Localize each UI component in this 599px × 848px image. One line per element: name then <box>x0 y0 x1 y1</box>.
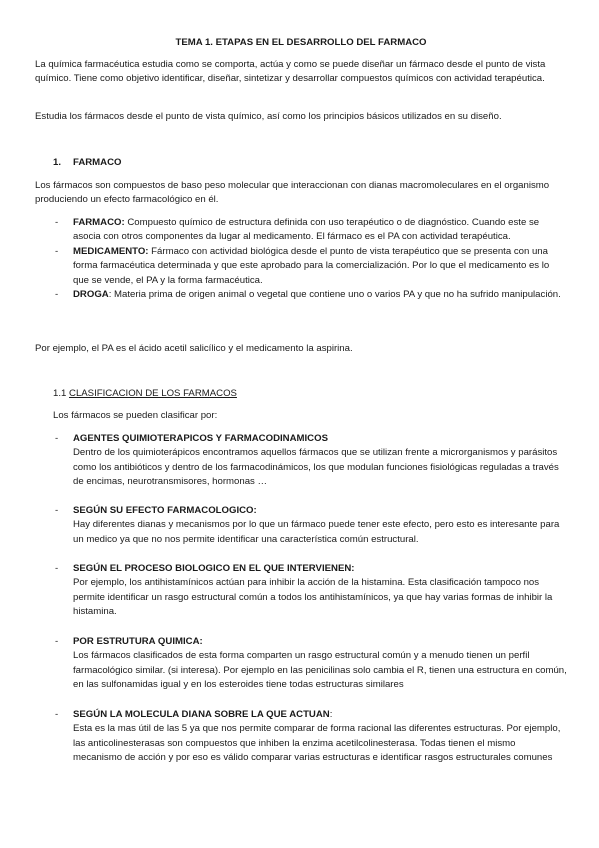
classification-title: SEGÚN SU EFECTO FARMACOLOGICO: <box>73 505 257 516</box>
section-1-1-lead: Los fármacos se pueden clasificar por: <box>53 410 218 421</box>
section-1-paragraph: Los fármacos son compuestos de baso peso molecular que interaccionan con dianas macromoleculares en el organismo produciendo un efecto farmacológico en él. <box>35 180 550 206</box>
definition-text: : Materia prima de origen animal o vegetal que contiene uno o varios PA y que no ha sufrido manipulación. <box>108 289 561 301</box>
classification-title: SEGÚN EL PROCESO BIOLOGICO EN EL QUE INTERVIENEN: <box>73 563 355 574</box>
section-1-1-title: CLASIFICACION DE LOS FARMACOS <box>69 388 237 399</box>
section-1-heading <box>53 156 122 170</box>
definition-item-medicamento: - MEDICAMENTO: Fármaco con actividad biológica desde el punto de vista terapéutico que se presenta con una forma farmacéutica determinada y que este aprobado para la comercialización. Por lo que el medicamento es lo que se vende, el PA y la forma farmacéutica. <box>55 245 550 286</box>
definition-item-droga: - DROGA: Materia prima de origen animal o vegetal que contiene uno o varios PA y que no ha sufrido manipulación. <box>55 289 561 301</box>
section-1-1-heading <box>53 387 237 401</box>
section-1-number: 1. <box>53 157 62 168</box>
definition-term: DROGA <box>73 289 109 301</box>
definition-term: FARMACO: <box>73 217 125 228</box>
definition-text: Compuesto químico de estructura definida con uso terapéutico o de diagnóstico. Cuando este se asocia con otros componentes da lugar al medicamento. El fármaco es el PA con actividad terapéutica. <box>73 217 540 243</box>
definition-term: MEDICAMENTO: <box>73 245 149 257</box>
section-1-title: FARMACO <box>73 157 122 168</box>
definition-text: Fármaco con actividad biológica desde el punto de vista terapéutico que se presenta con una forma farmacéutica determinada y que este aprobado para la comercialización. Por lo que el medicamento es lo que se vende, el PA y la forma farmacéutica. <box>73 245 550 286</box>
classification-text: Hay diferentes dianas y mecanismos por lo que un fármaco puede tener este efecto, pero esto es interesante para un medico ya que no nos permite identificar una característica común estructural. <box>73 519 560 545</box>
classification-title: POR ESTRUTURA QUIMICA: <box>73 636 203 647</box>
classification-text: Esta es la mas útil de las 5 ya que nos permite comparar de forma racional las diferentes estructuras. Por ejemplo, las anticolinesterasas son compuestos que inhiben la enzima acetilcolinesterasa. Todas tienen el mismo mecanismo de acción y por eso es válido comparar varias estructuras e identificar rasgos estructurales comunes <box>73 723 561 764</box>
document-title: TEMA 1. ETAPAS EN EL DESARROLLO DEL FARMACO <box>175 37 427 48</box>
intro-paragraph-1: La química farmacéutica estudia como se comporta, actúa y como se puede diseñar un fármaco desde el punto de vista químico. Tiene como objetivo identificar, diseñar, sintetizar y desarrollar compuestos químicos con actividad terapéutica. <box>35 59 546 85</box>
classification-item: - POR ESTRUTURA QUIMICA: Los fármacos clasificados de esta forma comparten un rasgo estructural común y a menudo tienen un perfil farmacológico similar. (si interesa). Por ejemplo en las penicilinas solo cambia el R, tienen una estructura en común, en las sulfonamidas igual y en los esteroides tiene todas estructuras similares <box>35 635 567 693</box>
classification-item: - SEGÚN EL PROCESO BIOLOGICO EN EL QUE INTERVIENEN: Por ejemplo, los antihistamínicos actúan para inhibir la acción de la histamina. Esta clasificación tampoco nos permite identificar un rasgo estructural común a todos los antihistamínicos, ya que hay varias formas de inhibir la histamina. <box>35 562 567 620</box>
classification-item: - SEGÚN LA MOLECULA DIANA SOBRE LA QUE ACTUAN: Esta es la mas útil de las 5 ya que nos permite comparar de forma racional las diferentes estructuras. Por ejemplo, las anticolinesterasas son compuestos que inhiben la enzima acetilcolinesterasa. Todas tienen el mismo mecanismo de acción y por eso es válido comparar varias estructuras e identificar rasgos estructurales comunes <box>35 708 567 766</box>
classification-item: - AGENTES QUIMIOTERAPICOS Y FARMACODINAMICOS Dentro de los quimioterápicos encontramos aquellos fármacos que se utilizan frente a microrganismos y parásitos como los antibióticos y dentro de los farmacodinámicos, los que modulan funciones fisiológicas reguladas a través de encimas, neurotransmisores, hormonas … <box>35 432 567 490</box>
classification-title: AGENTES QUIMIOTERAPICOS Y FARMACODINAMICOS <box>73 433 328 444</box>
definition-item-farmaco: - FARMACO: Compuesto químico de estructura definida con uso terapéutico o de diagnóstico. Cuando este se asocia con otros componentes da lugar al medicamento. El fármaco es el PA con actividad terapéutica. <box>55 217 540 243</box>
classification-text: Por ejemplo, los antihistamínicos actúan para inhibir la acción de la histamina. Esta clasificación tampoco nos permite identificar un rasgo estructural común a todos los antihistamínicos, ya que hay varias formas de inhibir la histamina. <box>73 577 553 618</box>
intro-paragraph-2: Estudia los fármacos desde el punto de vista químico, así como los principios básicos utilizados en su diseño. <box>35 111 502 122</box>
example-paragraph: Por ejemplo, el PA es el ácido acetil salicílico y el medicamento la aspirina. <box>35 343 353 354</box>
classification-text: Dentro de los quimioterápicos encontramos aquellos fármacos que se utilizan frente a microrganismos y parásitos como los antibióticos y dentro de los farmacodinámicos, los que modulan funciones fisiológicas reguladas a través de encimas, neurotransmisores, hormonas … <box>73 447 559 488</box>
section-1-1-number: 1.1 <box>53 388 67 399</box>
classification-text: Los fármacos clasificados de esta forma comparten un rasgo estructural común y a menudo tienen un perfil farmacológico similar. (si interesa). Por ejemplo en las penicilinas solo cambia el R, tienen una estructura en común, en las sulfonamidas igual y en los esteroides tiene todas estructuras similares <box>73 650 567 691</box>
classification-item: - SEGÚN SU EFECTO FARMACOLOGICO: Hay diferentes dianas y mecanismos por lo que un fármaco puede tener este efecto, pero esto es interesante para un medico ya que no nos permite identificar una característica común estructural. <box>35 504 567 547</box>
classification-title: SEGÚN LA MOLECULA DIANA SOBRE LA QUE ACTUAN <box>73 709 330 720</box>
definition-list <box>35 216 567 302</box>
